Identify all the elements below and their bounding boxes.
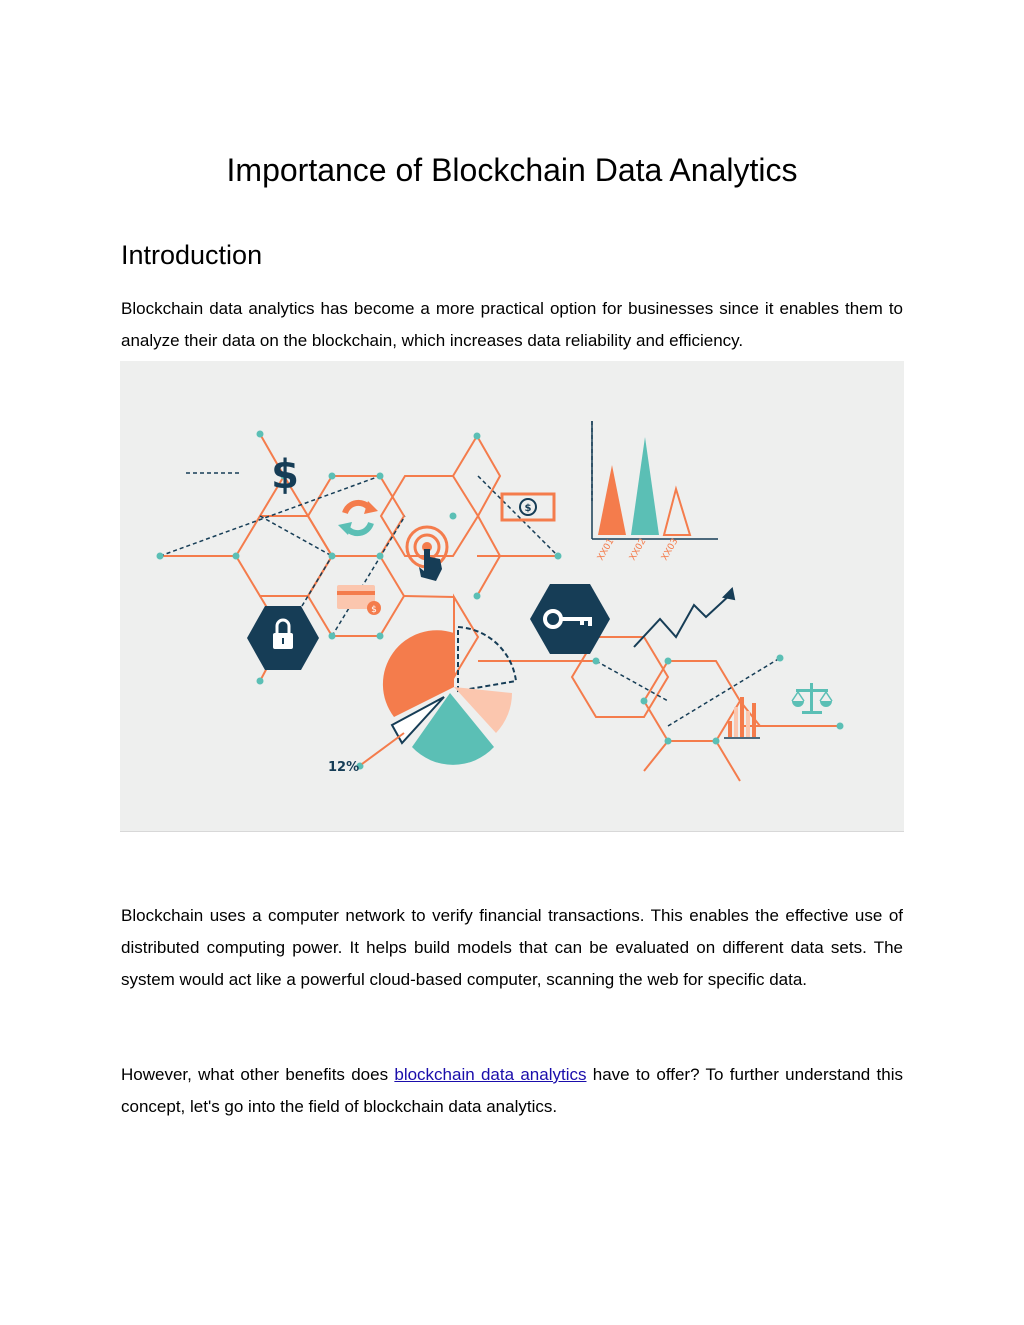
dashed-links xyxy=(160,421,780,726)
illustration-svg xyxy=(120,361,904,831)
pie-chart-icon xyxy=(328,627,516,775)
blockchain-analytics-illustration xyxy=(120,361,904,832)
blockchain-data-analytics-link[interactable]: blockchain data analytics xyxy=(394,1065,587,1084)
refresh-icon xyxy=(338,501,378,535)
svg-text:$: $ xyxy=(371,605,377,615)
dollar-icon: $ xyxy=(271,452,299,498)
section-heading-introduction: Introduction xyxy=(121,240,263,270)
pie-percent-label: 12% xyxy=(328,760,360,775)
trend-arrow-icon xyxy=(634,589,734,647)
intro-paragraph: Blockchain data analytics has become a more practical option for businesses since it enables them to analyze their data on the blockchain, which increases data reliability and efficiency. xyxy=(121,299,903,350)
lock-icon xyxy=(247,606,319,670)
page-title: Importance of Blockchain Data Analytics xyxy=(226,152,798,188)
key-icon xyxy=(530,584,610,654)
touch-pointer-icon xyxy=(407,527,447,581)
bar-label-1: XX01 xyxy=(595,536,617,563)
bar-label-3: XX03 xyxy=(659,536,681,563)
svg-text:$: $ xyxy=(524,503,532,514)
credit-card-icon xyxy=(337,585,381,615)
benefits-text-before: However, what other benefits does xyxy=(121,1065,395,1084)
triangle-chart-icon xyxy=(592,421,718,563)
balance-scale-icon xyxy=(792,683,832,714)
body-paragraph-benefits xyxy=(121,1059,903,1123)
bar-label-2: XX02 xyxy=(627,536,649,563)
body-paragraph-computer-network: Blockchain uses a computer network to verify financial transactions. This enables the effective use of distributed computing power. It helps build models that can be evaluated on different data sets. The system would act like a powerful cloud-based computer, scanning the web for specific data. xyxy=(121,906,903,989)
benefits-text-after: have to offer? To further understand this concept, let's go into the field of blockchain data analytics. xyxy=(121,1065,903,1116)
